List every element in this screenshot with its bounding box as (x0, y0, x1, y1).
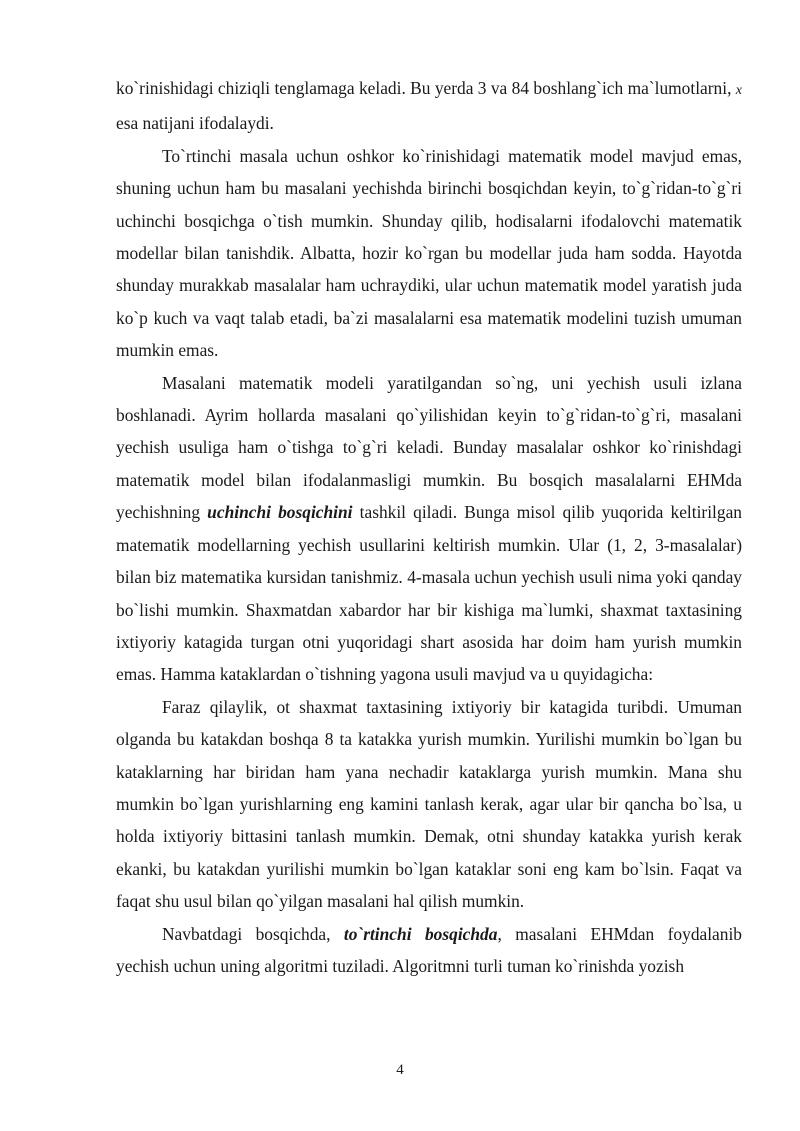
paragraph-5 (116, 918, 742, 983)
paragraph-1-text-start: ko`rinishidagi chiziqli tenglamaga keladi. Bu yerda 3 va 84 boshlang`ich ma`lumotlarni, (116, 78, 736, 98)
page-number: 4 (396, 1062, 404, 1078)
paragraph-1-text-end: esa natijani ifodalaydi. (116, 113, 274, 134)
paragraph-2: To`rtinchi masala uchun oshkor ko`rinishidagi matematik model mavjud emas, shuning uchun ham bu masalani yechishda birinchi bosqichdan keyin, to`g`ridan-to`g`ri uchinchi bosqichga o`tish mumkin. Shunday qilib, hodisalarni ifodalovchi matematik modellar bilan tanishdik. Albatta, hozir ko`rgan bu modellar juda ham sodda. Hayotda shunday murakkab masalalar ham uchraydiki, ular uchun matematik model yaratish juda ko`p kuch va vaqt talab etadi, ba`zi masalalarni esa matematik modelini tuzish umuman mumkin emas. (116, 145, 742, 361)
variable-x: x (735, 83, 742, 98)
paragraph-3-text-start: Masalani matematik modeli yaratilgandan so`ng, uni yechish usuli izlana boshlanadi. Ayrim hollarda masalani qo`yilishidan keyin to`g`ridan-to`g`ri, masalani yechish usuliga ham o`tishga to`g`ri keladi. Bunday masalalar oshkor ko`rinishdagi matematik model bilan ifodalanmasligi mumkin. Bu bosqich masalalarni EHMda yechishning (116, 372, 742, 523)
emphasis-fourth-stage: to`rtinchi bosqichda (343, 923, 498, 944)
paragraph-4: Faraz qilaylik, ot shaxmat taxtasining ixtiyoriy bir katagida turibdi. Umuman olganda bu katakdan boshqa 8 ta katakka yurish mumkin. Yurilishi mumkin bo`lgan bu kataklarning har biridan ham yana nechadir kataklarga yurish mumkin. Mana shu mumkin bo`lgan yurishlarning eng kamini tanlash kerak, agar ular bir qancha bo`lsa, u holda ixtiyoriy bittasini tanlash mumkin. Demak, otni shunday katakka yurish kerak ekanki, bu katakdan yurilishi mumkin bo`lgan kataklar soni eng kam bo`lsin. Faqat va faqat shu usul bilan qo`yilgan masalani hal qilish mumkin. (116, 696, 742, 912)
emphasis-third-stage: uchinchi bosqichini (207, 502, 353, 523)
paragraph-1 (116, 72, 742, 140)
document-page (116, 72, 742, 982)
paragraph-5-text-end: , masalani EHMdan foydalanib yechish uchun uning algoritmi tuziladi. Algoritmni turli tuman ko`rinishda yozish (116, 923, 743, 976)
paragraph-3 (116, 367, 742, 691)
paragraph-5-text-start: Navbatdagi bosqichda, (162, 923, 344, 944)
paragraph-3-text-end: tashkil qiladi. Bunga misol qilib yuqorida keltirilgan matematik modellarning yechish usullarini keltirish mumkin. Ular (1, 2, 3-masalalar) bilan biz matematika kursidan tanishmiz. 4-masala uchun yechish usuli nima yoki qanday bo`lishi mumkin. Shaxmatdan xabardor har bir kishiga ma`lumki, shaxmat taxtasining ixtiyoriy katagida turgan otni yuqoridagi shart asosida har doim ham yurish mumkin emas. Hamma kataklardan o`tishning yagona usuli mavjud va u quyidagicha: (116, 502, 742, 685)
